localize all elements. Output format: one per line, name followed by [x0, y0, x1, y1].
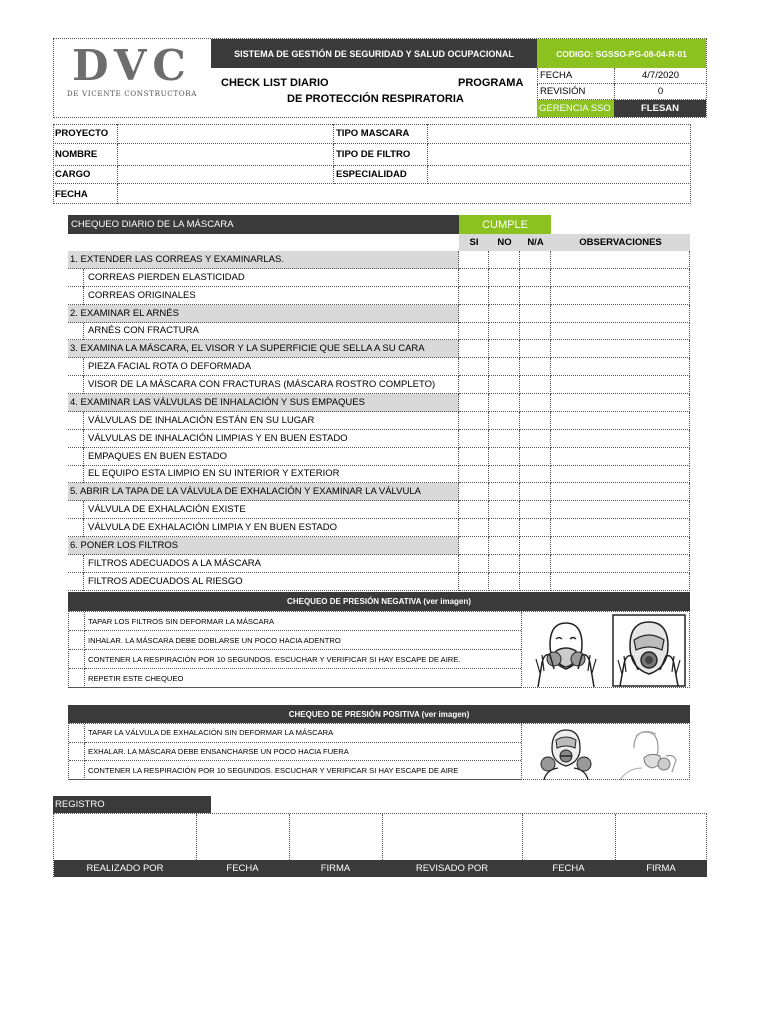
checklist-item-row — [68, 358, 690, 376]
observaciones-field[interactable] — [551, 483, 690, 501]
positive-step: EXHALAR. LA MÁSCARA DEBE ENSANCHARSE UN POCO HACIA FUERA — [85, 743, 521, 762]
checklist-col-si: SI — [459, 234, 489, 251]
observaciones-field[interactable] — [551, 358, 690, 376]
checkbox-no[interactable] — [489, 412, 520, 430]
observaciones-field[interactable] — [551, 323, 690, 341]
checkbox-na[interactable] — [520, 305, 551, 323]
checkbox-no[interactable] — [489, 448, 520, 466]
info-section — [53, 124, 691, 204]
checklist-item-row — [68, 287, 690, 305]
tipo-filtro-label: TIPO DE FILTRO — [334, 144, 428, 166]
checkbox-no[interactable] — [489, 555, 520, 573]
checklist-item-row — [68, 430, 690, 448]
registro-box — [53, 813, 707, 877]
negative-check-illustration-2 — [612, 614, 686, 687]
checkbox-no[interactable] — [489, 394, 520, 412]
checkbox-no[interactable] — [489, 340, 520, 358]
especialidad-label: ESPECIALIDAD — [334, 166, 428, 184]
checkbox-si[interactable] — [459, 448, 489, 466]
negative-step: CONTENER LA RESPIRACIÓN POR 10 SEGUNDOS. ESCUCHAR Y VERIFICAR SI HAY ESCAPE DE AIRE. — [85, 650, 521, 669]
checklist-table — [68, 234, 690, 587]
negative-step: TAPAR LOS FILTROS SIN DEFORMAR LA MÁSCARA — [85, 612, 521, 631]
checklist-section-row — [68, 483, 690, 501]
checklist-item-row — [68, 466, 690, 484]
positive-pressure-box — [68, 723, 690, 780]
checklist-item-row — [68, 376, 690, 394]
negative-pressure-images — [521, 612, 690, 688]
fecha-info-field[interactable] — [118, 184, 334, 204]
registro-label: FIRMA — [615, 860, 707, 877]
registro-label: REVISADO POR — [382, 860, 522, 877]
checkbox-na[interactable] — [520, 358, 551, 376]
checkbox-si[interactable] — [459, 519, 489, 537]
checklist-section-row — [68, 537, 690, 555]
positive-pressure-images — [521, 724, 690, 780]
step-indent-divider — [69, 724, 85, 743]
checklist-item-row — [68, 448, 690, 466]
positive-check-illustration-1 — [534, 726, 598, 780]
checklist-item-row — [68, 323, 690, 341]
checkbox-no[interactable] — [489, 430, 520, 448]
checkbox-na[interactable] — [520, 340, 551, 358]
checklist-item-label: VÁLVULA DE EXHALACIÓN LIMPIA Y EN BUEN ESTADO — [68, 519, 459, 537]
positive-pressure-title: CHEQUEO DE PRESIÓN POSITIVA (ver imagen) — [68, 705, 690, 723]
checkbox-no[interactable] — [489, 305, 520, 323]
checkbox-na[interactable] — [520, 251, 551, 269]
checkbox-na[interactable] — [520, 287, 551, 305]
logo-text: DVC — [72, 41, 192, 90]
checklist-item-label: VÁLVULAS DE INHALACIÓN LIMPIAS Y EN BUEN ESTADO — [68, 430, 459, 448]
checklist-item-label: VISOR DE LA MÁSCARA CON FRACTURAS (MÁSCARA ROSTRO COMPLETO) — [68, 376, 459, 394]
nombre-label: NOMBRE — [53, 144, 118, 166]
nombre-field[interactable] — [118, 144, 334, 166]
checkbox-si[interactable] — [459, 287, 489, 305]
checkbox-si[interactable] — [459, 358, 489, 376]
checkbox-si[interactable] — [459, 323, 489, 341]
checklist-item-label: PIEZA FACIAL ROTA O DEFORMADA — [68, 358, 459, 376]
step-indent-divider — [69, 743, 85, 762]
observaciones-field[interactable] — [551, 519, 690, 537]
tipo-mascara-label: TIPO MASCARA — [334, 124, 428, 144]
negative-step: INHALAR. LA MÁSCARA DEBE DOBLARSE UN POCO HACIA ADENTRO — [85, 631, 521, 650]
doc-title-line2: DE PROTECCIÓN RESPIRATORIA — [287, 93, 464, 105]
positive-step: TAPAR LA VÁLVULA DE EXHALACIÓN SIN DEFORMAR LA MÁSCARA — [85, 724, 521, 743]
observaciones-field[interactable] — [551, 555, 690, 573]
checkbox-na[interactable] — [520, 376, 551, 394]
observaciones-field[interactable] — [551, 269, 690, 287]
checkbox-si[interactable] — [459, 412, 489, 430]
checklist-item-label: CORREAS ORIGINALES — [68, 287, 459, 305]
tipo-mascara-field[interactable] — [428, 124, 691, 144]
checkbox-no[interactable] — [489, 358, 520, 376]
checklist-section-label: 3. EXAMINA LA MÁSCARA, EL VISOR Y LA SUPERFICIE QUE SELLA A SU CARA — [68, 340, 459, 358]
revision-label: REVISIÓN — [537, 84, 614, 100]
checkbox-na[interactable] — [520, 519, 551, 537]
checkbox-na[interactable] — [520, 430, 551, 448]
checkbox-na[interactable] — [520, 448, 551, 466]
checklist-item-label: VÁLVULA DE EXHALACIÓN EXISTE — [68, 501, 459, 519]
registro-signature-area[interactable] — [382, 814, 522, 860]
checkbox-si[interactable] — [459, 394, 489, 412]
observaciones-field[interactable] — [551, 537, 690, 555]
negative-check-illustration-1 — [530, 615, 602, 687]
observaciones-field[interactable] — [551, 376, 690, 394]
observaciones-field[interactable] — [551, 430, 690, 448]
cumple-header: CUMPLE — [459, 215, 551, 234]
checklist-section-row — [68, 251, 690, 269]
registro-signature-area[interactable] — [196, 814, 289, 860]
observaciones-field[interactable] — [551, 573, 690, 591]
checklist-item-row — [68, 269, 690, 287]
checklist-item-label: CORREAS PIERDEN ELASTICIDAD — [68, 269, 459, 287]
observaciones-field[interactable] — [551, 340, 690, 358]
checkbox-na[interactable] — [520, 483, 551, 501]
observaciones-field[interactable] — [551, 251, 690, 269]
negative-pressure-box — [68, 611, 690, 688]
registro-title: REGISTRO — [53, 796, 211, 813]
observaciones-field[interactable] — [551, 394, 690, 412]
checkbox-si[interactable] — [459, 376, 489, 394]
doc-title-line1: CHECK LIST DIARIO — [221, 77, 329, 89]
checkbox-si[interactable] — [459, 573, 489, 591]
checklist-item-label: EMPAQUES EN BUEN ESTADO — [68, 448, 459, 466]
checkbox-si[interactable] — [459, 483, 489, 501]
step-indent-divider — [69, 761, 85, 780]
system-title: SISTEMA DE GESTIÓN DE SEGURIDAD Y SALUD OCUPACIONAL — [211, 39, 537, 68]
registro-label: FECHA — [522, 860, 615, 877]
tipo-filtro-field[interactable] — [428, 144, 691, 166]
checkbox-si[interactable] — [459, 430, 489, 448]
fecha-label: FECHA — [537, 68, 614, 84]
checklist-section-row — [68, 394, 690, 412]
observaciones-field[interactable] — [551, 501, 690, 519]
checkbox-no[interactable] — [489, 269, 520, 287]
checkbox-si[interactable] — [459, 555, 489, 573]
checklist-item-label: EL EQUIPO ESTA LIMPIO EN SU INTERIOR Y EXTERIOR — [68, 466, 459, 484]
checkbox-no[interactable] — [489, 287, 520, 305]
checkbox-no[interactable] — [489, 483, 520, 501]
step-indent-divider — [69, 650, 85, 669]
checkbox-si[interactable] — [459, 251, 489, 269]
checklist-col-na: N/A — [520, 234, 551, 251]
checkbox-no[interactable] — [489, 501, 520, 519]
doc-title-program: PROGRAMA — [458, 77, 524, 89]
checkbox-no[interactable] — [489, 323, 520, 341]
fecha-info-label: FECHA — [53, 184, 118, 204]
checkbox-na[interactable] — [520, 394, 551, 412]
checkbox-si[interactable] — [459, 537, 489, 555]
registro-signature-area[interactable] — [54, 814, 196, 860]
checkbox-no[interactable] — [489, 537, 520, 555]
positive-step: CONTENER LA RESPIRACIÓN POR 10 SEGUNDOS. ESCUCHAR Y VERIFICAR SI HAY ESCAPE DE AIRE — [85, 761, 521, 780]
checklist-section-label: 1. EXTENDER LAS CORREAS Y EXAMINARLAS. — [68, 251, 459, 269]
logo-subtitle: DE VICENTE CONSTRUCTORA — [66, 89, 198, 98]
checkbox-na[interactable] — [520, 555, 551, 573]
registro-signature-area[interactable] — [289, 814, 382, 860]
observaciones-field[interactable] — [551, 305, 690, 323]
checkbox-na[interactable] — [520, 537, 551, 555]
checklist-item-label: VÁLVULAS DE INHALACIÓN ESTÁN EN SU LUGAR — [68, 412, 459, 430]
checklist-col-obs: OBSERVACIONES — [551, 234, 690, 251]
checklist-item-row — [68, 573, 690, 591]
fecha-value: 4/7/2020 — [614, 68, 706, 84]
checklist-col-no: NO — [489, 234, 520, 251]
checkbox-na[interactable] — [520, 269, 551, 287]
checklist-title: CHEQUEO DIARIO DE LA MÁSCARA — [68, 215, 459, 234]
checkbox-si[interactable] — [459, 305, 489, 323]
proyecto-field[interactable] — [118, 124, 334, 144]
checklist-item-label: FILTROS ADECUADOS AL RIESGO — [68, 573, 459, 591]
negative-pressure-title: CHEQUEO DE PRESIÓN NEGATIVA (ver imagen) — [68, 592, 690, 611]
cargo-field[interactable] — [118, 166, 334, 184]
step-indent-divider — [69, 612, 85, 631]
checkbox-na[interactable] — [520, 412, 551, 430]
checkbox-no[interactable] — [489, 466, 520, 484]
observaciones-field[interactable] — [551, 466, 690, 484]
checklist-item-label: FILTROS ADECUADOS A LA MÁSCARA — [68, 555, 459, 573]
registro-signature-area[interactable] — [522, 814, 615, 860]
company-logo — [54, 40, 210, 116]
checklist-item-row — [68, 555, 690, 573]
checkbox-no[interactable] — [489, 573, 520, 591]
cargo-label: CARGO — [53, 166, 118, 184]
checkbox-si[interactable] — [459, 466, 489, 484]
document-code: CODIGO: SGSSO-PG-08-04-R-01 — [537, 39, 706, 68]
proyecto-label: PROYECTO — [53, 124, 118, 144]
checkbox-na[interactable] — [520, 466, 551, 484]
checklist-item-row — [68, 412, 690, 430]
checklist-section-label: 6. PONER LOS FILTROS — [68, 537, 459, 555]
document-title — [211, 68, 537, 117]
checkbox-na[interactable] — [520, 323, 551, 341]
checkbox-si[interactable] — [459, 269, 489, 287]
negative-step: REPETIR ESTE CHEQUEO — [85, 669, 521, 688]
checklist-item-label: ARNÉS CON FRACTURA — [68, 323, 459, 341]
checklist-section-label: 4. EXAMINAR LAS VÁLVULAS DE INHALACIÓN Y SUS EMPAQUES — [68, 394, 459, 412]
registro-label: REALIZADO POR — [54, 860, 196, 877]
checklist-section-label: 2. EXAMINAR EL ARNÉS — [68, 305, 459, 323]
positive-check-illustration-2 — [614, 726, 684, 780]
observaciones-field[interactable] — [551, 448, 690, 466]
especialidad-field[interactable] — [428, 166, 691, 184]
step-indent-divider — [69, 631, 85, 650]
checklist-section-row — [68, 305, 690, 323]
checkbox-si[interactable] — [459, 340, 489, 358]
registro-label: FECHA — [196, 860, 289, 877]
checkbox-no[interactable] — [489, 251, 520, 269]
revision-value: 0 — [614, 84, 706, 100]
checkbox-na[interactable] — [520, 501, 551, 519]
observaciones-field[interactable] — [551, 287, 690, 305]
checklist-item-row — [68, 519, 690, 537]
checkbox-si[interactable] — [459, 501, 489, 519]
registro-signature-area[interactable] — [615, 814, 707, 860]
checkbox-no[interactable] — [489, 519, 520, 537]
gerencia-label: GERENCIA SSO — [537, 100, 614, 117]
registro-label: FIRMA — [289, 860, 382, 877]
step-indent-divider — [69, 669, 85, 688]
checklist-section-row — [68, 340, 690, 358]
checkbox-na[interactable] — [520, 573, 551, 591]
checkbox-no[interactable] — [489, 376, 520, 394]
observaciones-field[interactable] — [551, 412, 690, 430]
gerencia-value: FLESAN — [614, 100, 706, 117]
checklist-section-label: 5. ABRIR LA TAPA DE LA VÁLVULA DE EXHALACIÓN Y EXAMINAR LA VÁLVULA — [68, 483, 459, 501]
checklist-item-row — [68, 501, 690, 519]
